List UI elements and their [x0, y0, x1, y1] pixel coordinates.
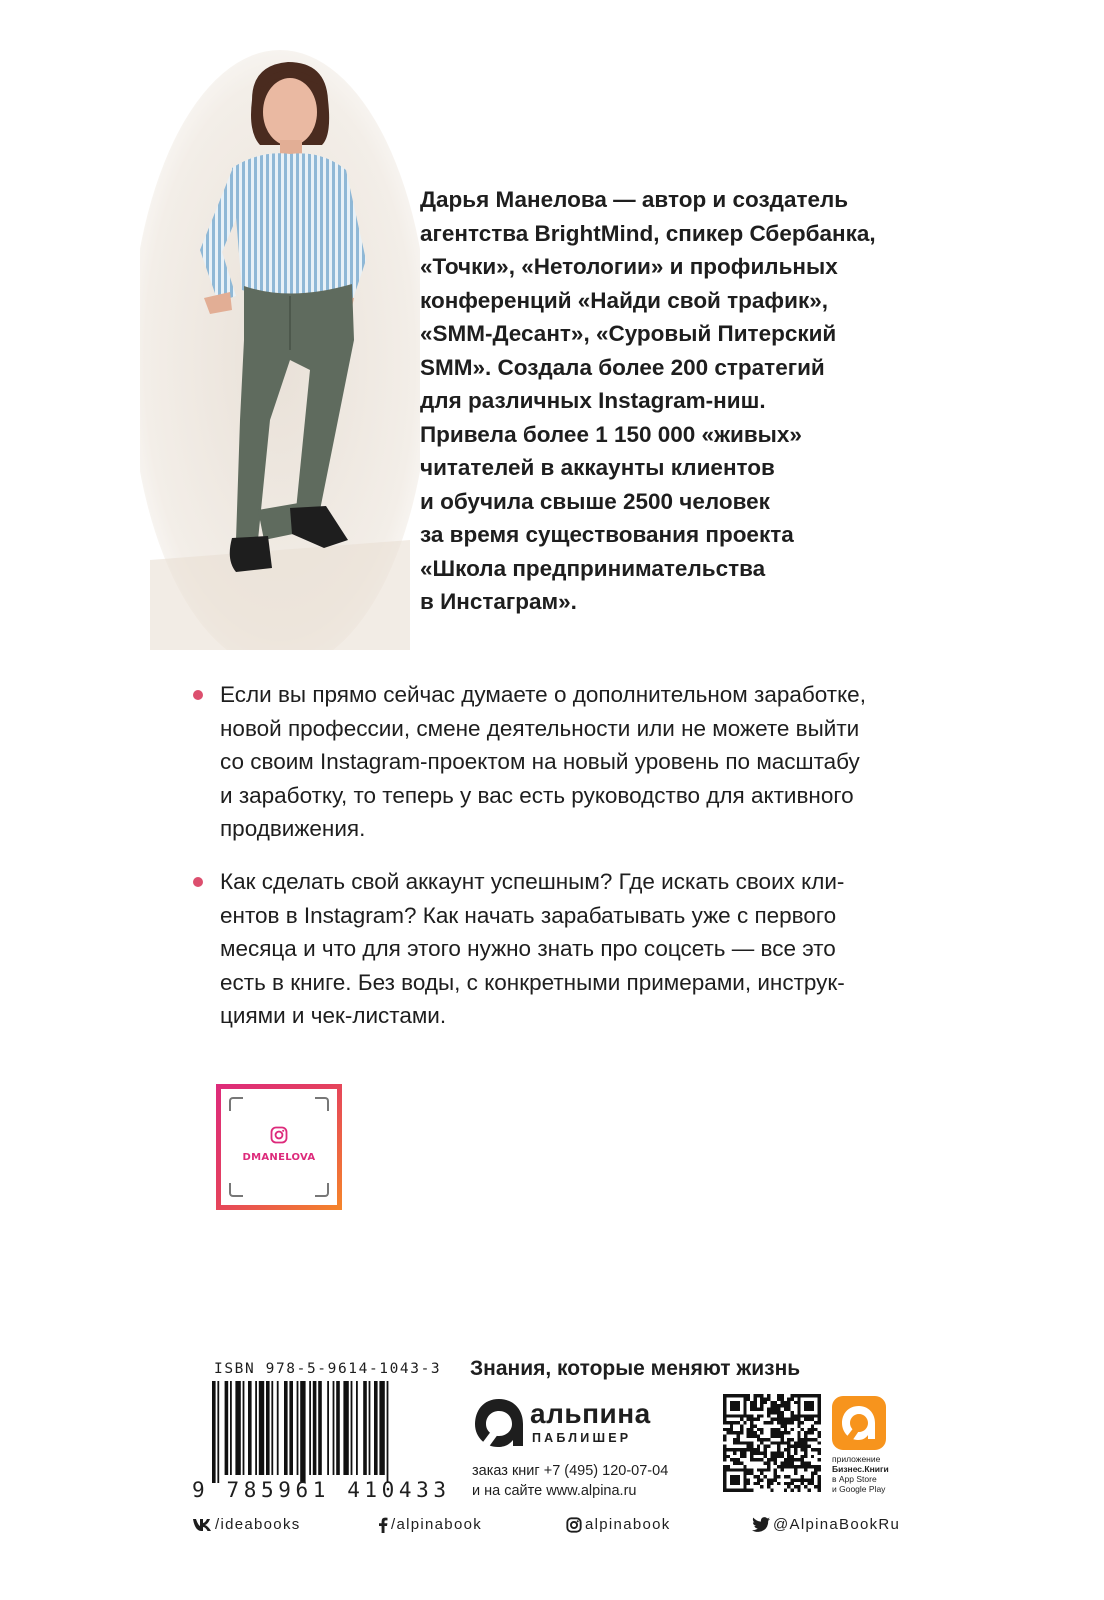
author-bio-line: для различных Instagram-ниш.: [420, 388, 766, 413]
paragraph-line: месяца и что для этого нужно знать про соцсеть — все это: [220, 936, 836, 961]
order-phone: заказ книг +7 (495) 120-07-04: [472, 1463, 669, 1479]
paragraph-line: новой профессии, смене деятельности или не можете выйти: [220, 715, 860, 741]
isbn-label: ISBN 978-5-9614-1043-3: [214, 1361, 442, 1377]
frame-corner: [229, 1183, 243, 1197]
social-twitter-handle: @AlpinaBookRu: [773, 1516, 901, 1533]
social-facebook-link[interactable]: [378, 1516, 482, 1533]
instagram-nametag[interactable]: [216, 1084, 342, 1210]
alpina-logo-icon: [472, 1396, 526, 1450]
facebook-icon: [378, 1517, 388, 1533]
instagram-icon: [566, 1517, 582, 1533]
twitter-icon: [752, 1517, 770, 1532]
author-bio-line: Дарья Манелова — автор и создатель: [420, 187, 849, 212]
author-photo: [140, 40, 420, 650]
social-facebook-handle: /alpinabook: [391, 1516, 483, 1533]
author-bio-line: в Инстаграм».: [420, 589, 577, 614]
app-promo-text: [832, 1454, 912, 1494]
author-bio-line: SMM». Создала более 200 стратегий: [420, 354, 825, 380]
app-promo-line: в App Store: [832, 1474, 877, 1484]
social-vk-link[interactable]: [192, 1516, 301, 1533]
frame-corner: [315, 1097, 329, 1111]
paragraph-line: и заработку, то теперь у вас есть руководство для активного: [220, 782, 854, 808]
social-twitter-link[interactable]: [752, 1516, 900, 1533]
author-bio-line: и обучила свыше 2500 человек: [420, 488, 770, 514]
social-instagram-link[interactable]: [566, 1516, 671, 1533]
author-bio-line: «Школа предпринимательства: [420, 555, 766, 581]
publisher-tagline: Знания, которые меняют жизнь: [470, 1357, 801, 1380]
instagram-icon: [270, 1126, 288, 1144]
frame-corner: [229, 1097, 243, 1111]
bullet-dot: [193, 877, 203, 887]
publisher-subname: ПАБЛИШЕР: [532, 1431, 632, 1445]
author-bio-line: за время существования проекта: [420, 522, 794, 547]
barcode-digits: 9 785961 410433: [192, 1478, 451, 1502]
app-promo-line: и Google Play: [832, 1484, 886, 1494]
paragraph-line: Как сделать свой аккаунт успешным? Где искать своих кли-: [220, 869, 845, 894]
order-website[interactable]: и на сайте www.alpina.ru: [472, 1483, 637, 1499]
author-bio-line: «Точки», «Нетологии» и профильных: [420, 254, 838, 279]
paragraph-line: циями и чек-листами.: [220, 1003, 447, 1028]
author-bio-line: Привела более 1 150 000 «живых»: [420, 421, 802, 447]
author-bio-line: читателей в аккаунты клиентов: [420, 455, 775, 480]
frame-corner: [315, 1183, 329, 1197]
app-promo-line: приложение: [832, 1454, 881, 1464]
bullet-dot: [193, 690, 203, 700]
paragraph-line: Если вы прямо сейчас думаете о дополнительном заработке,: [220, 682, 866, 707]
paragraph-line: ентов в Instagram? Как начать зарабатывать уже с первого: [220, 902, 837, 928]
social-instagram-handle: alpinabook: [585, 1516, 671, 1533]
bullet-paragraph: [220, 678, 866, 846]
author-bio-line: «SMM-Десант», «Суровый Питерский: [420, 321, 837, 346]
bullet-paragraph: [220, 865, 845, 1033]
barcode-image: [212, 1381, 430, 1483]
vk-icon: [192, 1518, 212, 1532]
qr-code[interactable]: [723, 1394, 821, 1492]
paragraph-line: со своим Instagram-проектом на новый уровень по масштабу: [220, 749, 860, 774]
author-bio-line: конференций «Найди свой трафик»,: [420, 287, 828, 313]
author-bio-line: агентства BrightMind, спикер Сбербанка,: [420, 220, 876, 246]
paragraph-line: есть в книге. Без воды, с конкретными примерами, инструк-: [220, 969, 845, 995]
publisher-name: альпина: [530, 1398, 651, 1429]
author-bio: [420, 183, 920, 619]
paragraph-line: продвижения.: [220, 816, 366, 841]
business-books-app-icon[interactable]: [832, 1396, 886, 1450]
instagram-handle: DMANELOVA: [242, 1152, 316, 1163]
app-logo-icon: [840, 1404, 878, 1442]
app-promo-title: Бизнес.Книги: [832, 1464, 889, 1474]
social-vk-handle: /ideabooks: [215, 1516, 301, 1533]
